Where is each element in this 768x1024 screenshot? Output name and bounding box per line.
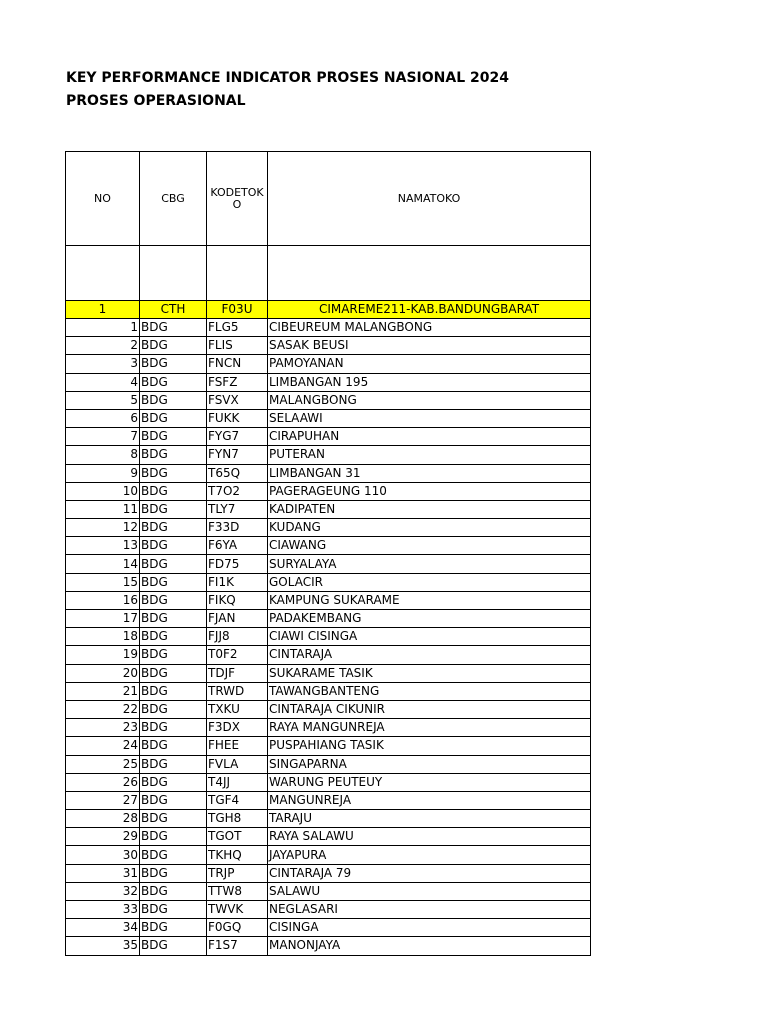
cell-no: 2 bbox=[66, 337, 140, 355]
table-row bbox=[66, 646, 591, 664]
cell-kodetoko: FLIS bbox=[207, 337, 268, 355]
cell-kodetoko: FUKK bbox=[207, 409, 268, 427]
cell-namatoko: CIRAPUHAN bbox=[268, 428, 591, 446]
cell-namatoko: CIMAREME211-KAB.BANDUNGBARAT bbox=[268, 301, 591, 319]
cell-kodetoko: F03U bbox=[207, 301, 268, 319]
cell-kodetoko: T4JJ bbox=[207, 773, 268, 791]
cell-no: 1 bbox=[66, 301, 140, 319]
table-row bbox=[66, 519, 591, 537]
document-title: KEY PERFORMANCE INDICATOR PROSES NASIONAL 2024 bbox=[66, 70, 509, 86]
cell-no: 8 bbox=[66, 446, 140, 464]
table-row bbox=[66, 482, 591, 500]
cell-namatoko: PUSPAHIANG TASIK bbox=[268, 737, 591, 755]
cell-kodetoko: F3DX bbox=[207, 719, 268, 737]
cell-cbg: BDG bbox=[140, 682, 207, 700]
cell-kodetoko: FD75 bbox=[207, 555, 268, 573]
table-row bbox=[66, 610, 591, 628]
cell-cbg: BDG bbox=[140, 864, 207, 882]
document-subtitle: PROSES OPERASIONAL bbox=[66, 93, 246, 109]
cell-kodetoko: T65Q bbox=[207, 464, 268, 482]
cell-no: 30 bbox=[66, 846, 140, 864]
table-row bbox=[66, 810, 591, 828]
table-row bbox=[66, 628, 591, 646]
cell-kodetoko: TXKU bbox=[207, 700, 268, 718]
cell-namatoko: WARUNG PEUTEUY bbox=[268, 773, 591, 791]
cell-kodetoko: FYG7 bbox=[207, 428, 268, 446]
table-row bbox=[66, 446, 591, 464]
cell-no: 23 bbox=[66, 719, 140, 737]
cell-kodetoko: FJJ8 bbox=[207, 628, 268, 646]
table-row bbox=[66, 773, 591, 791]
cell-cbg: BDG bbox=[140, 919, 207, 937]
cell-no: 12 bbox=[66, 519, 140, 537]
cell-cbg: BDG bbox=[140, 846, 207, 864]
cell-cbg: BDG bbox=[140, 791, 207, 809]
cell-cbg: BDG bbox=[140, 428, 207, 446]
cell-kodetoko: FJAN bbox=[207, 610, 268, 628]
table-row bbox=[66, 573, 591, 591]
cell-no: 15 bbox=[66, 573, 140, 591]
cell-no: 3 bbox=[66, 355, 140, 373]
table-row bbox=[66, 700, 591, 718]
cell-no: 6 bbox=[66, 409, 140, 427]
cell-cbg: CTH bbox=[140, 301, 207, 319]
cell-namatoko: SURYALAYA bbox=[268, 555, 591, 573]
cell-kodetoko: T0F2 bbox=[207, 646, 268, 664]
cell-cbg: BDG bbox=[140, 719, 207, 737]
cell-no: 20 bbox=[66, 664, 140, 682]
table-row bbox=[66, 409, 591, 427]
cell-no: 27 bbox=[66, 791, 140, 809]
cell-no: 29 bbox=[66, 828, 140, 846]
cell-cbg: BDG bbox=[140, 555, 207, 573]
cell-kodetoko: FHEE bbox=[207, 737, 268, 755]
cell-no: 33 bbox=[66, 901, 140, 919]
cell-no: 25 bbox=[66, 755, 140, 773]
cell-namatoko: CISINGA bbox=[268, 919, 591, 937]
blank-cell bbox=[268, 246, 591, 301]
table-row bbox=[66, 537, 591, 555]
cell-no: 1 bbox=[66, 319, 140, 337]
cell-no: 4 bbox=[66, 373, 140, 391]
table-row bbox=[66, 664, 591, 682]
cell-cbg: BDG bbox=[140, 446, 207, 464]
blank-cell bbox=[140, 246, 207, 301]
store-table bbox=[65, 151, 591, 956]
cell-no: 31 bbox=[66, 864, 140, 882]
table-row bbox=[66, 882, 591, 900]
table-row bbox=[66, 555, 591, 573]
cell-kodetoko: FVLA bbox=[207, 755, 268, 773]
cell-kodetoko: FYN7 bbox=[207, 446, 268, 464]
cell-kodetoko: TGOT bbox=[207, 828, 268, 846]
cell-no: 35 bbox=[66, 937, 140, 955]
cell-no: 18 bbox=[66, 628, 140, 646]
cell-cbg: BDG bbox=[140, 482, 207, 500]
cell-kodetoko: F33D bbox=[207, 519, 268, 537]
table-row bbox=[66, 337, 591, 355]
cell-cbg: BDG bbox=[140, 519, 207, 537]
table-row bbox=[66, 500, 591, 518]
table-row bbox=[66, 464, 591, 482]
table-row bbox=[66, 591, 591, 609]
cell-namatoko: SELAAWI bbox=[268, 409, 591, 427]
column-header-cbg: CBG bbox=[140, 152, 207, 246]
cell-kodetoko: FSFZ bbox=[207, 373, 268, 391]
cell-cbg: BDG bbox=[140, 646, 207, 664]
cell-kodetoko: T7O2 bbox=[207, 482, 268, 500]
cell-cbg: BDG bbox=[140, 664, 207, 682]
cell-namatoko: LIMBANGAN 31 bbox=[268, 464, 591, 482]
cell-kodetoko: TRJP bbox=[207, 864, 268, 882]
cell-no: 19 bbox=[66, 646, 140, 664]
cell-namatoko: CINTARAJA bbox=[268, 646, 591, 664]
cell-namatoko: NEGLASARI bbox=[268, 901, 591, 919]
cell-namatoko: TAWANGBANTENG bbox=[268, 682, 591, 700]
table-row bbox=[66, 864, 591, 882]
cell-kodetoko: TLY7 bbox=[207, 500, 268, 518]
cell-cbg: BDG bbox=[140, 828, 207, 846]
cell-namatoko: MANGUNREJA bbox=[268, 791, 591, 809]
cell-kodetoko: TWVK bbox=[207, 901, 268, 919]
table-row bbox=[66, 319, 591, 337]
cell-no: 5 bbox=[66, 391, 140, 409]
table-row bbox=[66, 937, 591, 955]
cell-namatoko: KUDANG bbox=[268, 519, 591, 537]
cell-kodetoko: FIKQ bbox=[207, 591, 268, 609]
cell-namatoko: PAGERAGEUNG 110 bbox=[268, 482, 591, 500]
table-row bbox=[66, 391, 591, 409]
cell-no: 22 bbox=[66, 700, 140, 718]
cell-cbg: BDG bbox=[140, 391, 207, 409]
cell-kodetoko: TRWD bbox=[207, 682, 268, 700]
cell-no: 9 bbox=[66, 464, 140, 482]
cell-kodetoko: FNCN bbox=[207, 355, 268, 373]
cell-kodetoko: F1S7 bbox=[207, 937, 268, 955]
cell-namatoko: RAYA MANGUNREJA bbox=[268, 719, 591, 737]
cell-kodetoko: TTW8 bbox=[207, 882, 268, 900]
table-header-row bbox=[66, 152, 591, 246]
cell-namatoko: SALAWU bbox=[268, 882, 591, 900]
table-row bbox=[66, 919, 591, 937]
cell-cbg: BDG bbox=[140, 537, 207, 555]
cell-cbg: BDG bbox=[140, 737, 207, 755]
cell-no: 32 bbox=[66, 882, 140, 900]
cell-cbg: BDG bbox=[140, 319, 207, 337]
cell-namatoko: TARAJU bbox=[268, 810, 591, 828]
cell-kodetoko: FSVX bbox=[207, 391, 268, 409]
table-row bbox=[66, 719, 591, 737]
cell-cbg: BDG bbox=[140, 500, 207, 518]
cell-no: 11 bbox=[66, 500, 140, 518]
cell-namatoko: LIMBANGAN 195 bbox=[268, 373, 591, 391]
cell-kodetoko: TKHQ bbox=[207, 846, 268, 864]
blank-cell bbox=[207, 246, 268, 301]
cell-cbg: BDG bbox=[140, 355, 207, 373]
column-header-kodetoko: KODETOKO bbox=[207, 152, 268, 246]
cell-cbg: BDG bbox=[140, 773, 207, 791]
cell-kodetoko: FI1K bbox=[207, 573, 268, 591]
cell-cbg: BDG bbox=[140, 591, 207, 609]
cell-no: 34 bbox=[66, 919, 140, 937]
table-row bbox=[66, 791, 591, 809]
table-row bbox=[66, 737, 591, 755]
cell-namatoko: CINTARAJA CIKUNIR bbox=[268, 700, 591, 718]
cell-namatoko: PUTERAN bbox=[268, 446, 591, 464]
cell-cbg: BDG bbox=[140, 810, 207, 828]
cell-namatoko: CIAWI CISINGA bbox=[268, 628, 591, 646]
cell-namatoko: CIBEUREUM MALANGBONG bbox=[268, 319, 591, 337]
blank-row bbox=[66, 246, 591, 301]
cell-cbg: BDG bbox=[140, 755, 207, 773]
column-header-no: NO bbox=[66, 152, 140, 246]
cell-namatoko: CINTARAJA 79 bbox=[268, 864, 591, 882]
cell-kodetoko: F0GQ bbox=[207, 919, 268, 937]
cell-namatoko: SUKARAME TASIK bbox=[268, 664, 591, 682]
table-row bbox=[66, 355, 591, 373]
cell-namatoko: KADIPATEN bbox=[268, 500, 591, 518]
cell-no: 14 bbox=[66, 555, 140, 573]
cell-cbg: BDG bbox=[140, 464, 207, 482]
cell-namatoko: KAMPUNG SUKARAME bbox=[268, 591, 591, 609]
cell-kodetoko: TDJF bbox=[207, 664, 268, 682]
cell-namatoko: SINGAPARNA bbox=[268, 755, 591, 773]
cell-namatoko: PAMOYANAN bbox=[268, 355, 591, 373]
table-row bbox=[66, 901, 591, 919]
column-header-namatoko: NAMATOKO bbox=[268, 152, 591, 246]
cell-kodetoko: F6YA bbox=[207, 537, 268, 555]
cell-cbg: BDG bbox=[140, 882, 207, 900]
cell-namatoko: MALANGBONG bbox=[268, 391, 591, 409]
table-row bbox=[66, 828, 591, 846]
highlighted-row bbox=[66, 301, 591, 319]
blank-cell bbox=[66, 246, 140, 301]
table-row bbox=[66, 682, 591, 700]
cell-no: 7 bbox=[66, 428, 140, 446]
cell-no: 16 bbox=[66, 591, 140, 609]
cell-namatoko: SASAK BEUSI bbox=[268, 337, 591, 355]
cell-no: 10 bbox=[66, 482, 140, 500]
cell-no: 28 bbox=[66, 810, 140, 828]
cell-no: 24 bbox=[66, 737, 140, 755]
cell-cbg: BDG bbox=[140, 373, 207, 391]
cell-namatoko: MANONJAYA bbox=[268, 937, 591, 955]
cell-namatoko: CIAWANG bbox=[268, 537, 591, 555]
cell-cbg: BDG bbox=[140, 628, 207, 646]
cell-namatoko: RAYA SALAWU bbox=[268, 828, 591, 846]
cell-cbg: BDG bbox=[140, 409, 207, 427]
cell-cbg: BDG bbox=[140, 610, 207, 628]
table-row bbox=[66, 755, 591, 773]
cell-kodetoko: TGH8 bbox=[207, 810, 268, 828]
table-row bbox=[66, 428, 591, 446]
table-row bbox=[66, 373, 591, 391]
cell-no: 26 bbox=[66, 773, 140, 791]
cell-cbg: BDG bbox=[140, 573, 207, 591]
cell-no: 17 bbox=[66, 610, 140, 628]
table-row bbox=[66, 846, 591, 864]
cell-namatoko: PADAKEMBANG bbox=[268, 610, 591, 628]
cell-namatoko: GOLACIR bbox=[268, 573, 591, 591]
cell-cbg: BDG bbox=[140, 337, 207, 355]
cell-kodetoko: TGF4 bbox=[207, 791, 268, 809]
cell-no: 21 bbox=[66, 682, 140, 700]
cell-cbg: BDG bbox=[140, 901, 207, 919]
cell-no: 13 bbox=[66, 537, 140, 555]
cell-kodetoko: FLG5 bbox=[207, 319, 268, 337]
cell-namatoko: JAYAPURA bbox=[268, 846, 591, 864]
cell-cbg: BDG bbox=[140, 700, 207, 718]
cell-cbg: BDG bbox=[140, 937, 207, 955]
